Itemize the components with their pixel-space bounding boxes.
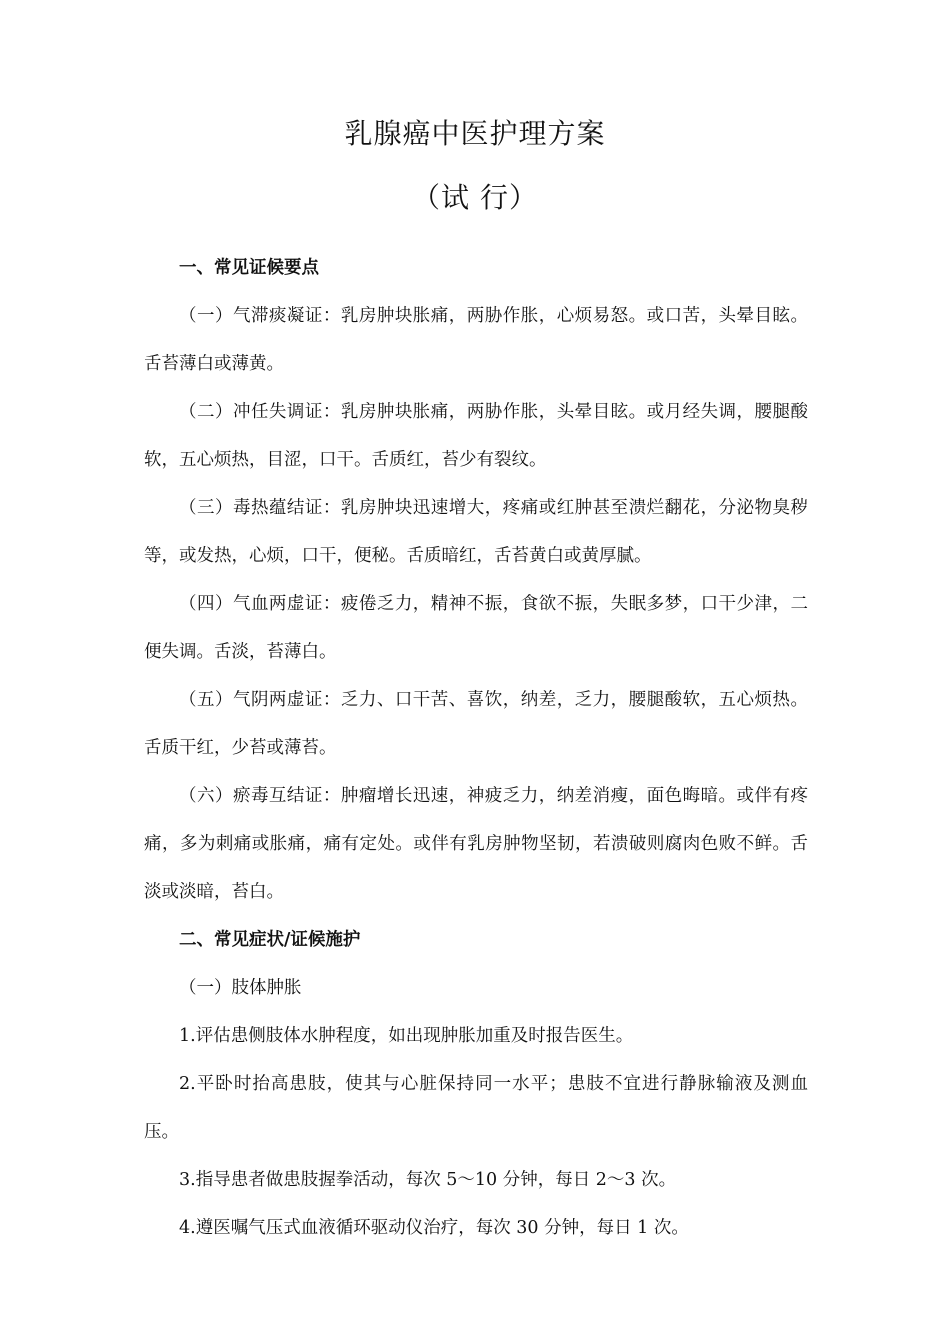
nursing-step-paragraph: 2.平卧时抬高患肢，使其与心脏保持同一水平；患肢不宜进行静脉输液及测血压。 (144, 1074, 808, 1142)
syndrome-paragraph: （六）瘀毒互结证：肿瘤增长迅速，神疲乏力，纳差消瘦，面色晦暗。或伴有疼痛，多为刺痛或胀痛，痛有定处。或伴有乳房肿物坚韧，若溃破则腐肉色败不鲜。舌淡或淡暗，苔白。 (144, 786, 808, 902)
nursing-step-paragraph: 1.评估患侧肢体水肿程度，如出现肿胀加重及时报告医生。 (179, 1026, 634, 1046)
syndrome-paragraph: （二）冲任失调证：乳房肿块胀痛，两胁作胀，头晕目眩。或月经失调，腰腿酸软，五心烦热，目涩，口干。舌质红，苔少有裂纹。 (144, 402, 808, 470)
syndrome-paragraph: （三）毒热蕴结证：乳房肿块迅速增大，疼痛或红肿甚至溃烂翻花，分泌物臭秽等，或发热，心烦，口干，便秘。舌质暗红，舌苔黄白或黄厚腻。 (144, 498, 808, 566)
document-title: 乳腺癌中医护理方案 (344, 117, 606, 150)
document-subtitle: （试 行） (412, 181, 538, 214)
subsection-heading-limb-swelling: （一）肢体肿胀 (179, 978, 302, 998)
syndrome-paragraph: （四）气血两虚证：疲倦乏力，精神不振，食欲不振，失眠多梦，口干少津，二便失调。舌淡，苔薄白。 (144, 594, 808, 662)
nursing-step-paragraph: 3.指导患者做患肢握拳活动，每次 5～10 分钟，每日 2～3 次。 (179, 1170, 677, 1190)
syndrome-paragraph: （一）气滞痰凝证：乳房肿块胀痛，两胁作胀，心烦易怒。或口苦，头晕目眩。舌苔薄白或薄黄。 (144, 306, 808, 374)
nursing-step-paragraph: 4.遵医嘱气压式血液循环驱动仪治疗，每次 30 分钟，每日 1 次。 (179, 1218, 689, 1238)
document-body (144, 244, 808, 1252)
section-heading-nursing: 二、常见症状/证候施护 (179, 930, 361, 950)
section-heading-syndromes: 一、常见证候要点 (179, 258, 319, 278)
syndrome-paragraph: （五）气阴两虚证：乏力、口干苦、喜饮，纳差，乏力，腰腿酸软，五心烦热。舌质干红，少苔或薄苔。 (144, 690, 808, 758)
